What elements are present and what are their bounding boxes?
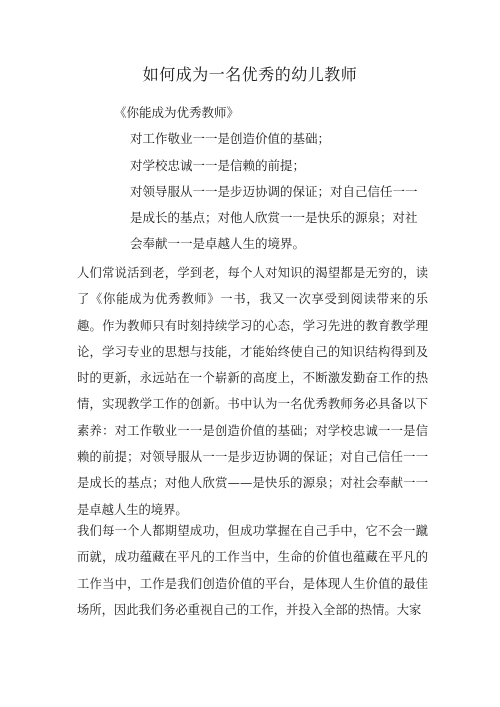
quote-line: 对领导服从一一是步迈协调的保证；对自己信任一一	[130, 183, 418, 199]
quote-line: 是成长的基点；对他人欣赏一一是快乐的源泉；对社	[130, 210, 418, 226]
quote-line: 对学校忠诚一一是信赖的前提；	[130, 157, 306, 173]
book-title: 《你能成为优秀教师》	[114, 105, 240, 120]
body-paragraph: 我们每一个人都期望成功，但成功掌握在自己手中，它不会一蹴而就，成功蕴藏在平凡的工作当中，生命的价值也蕴藏在平凡的工作当中，工作是我们创造价值的平台，是体现人生价值的最佳场所，因此我们务必重视自己的工作，并投入全部的热情。大家	[77, 524, 428, 617]
body-paragraph: 人们常说活到老，学到老，每个人对知识的渴望都是无穷的，读了《你能成为优秀教师》一书，我又一次享受到阅读带来的乐趣。作为教师只有时刻持续学习的心态，学习先进的教育教学理论，学习专业的思想与技能，才能始终使自己的知识结构得到及时的更新，永远站在一个崭新的高度上，不断激发勤奋工作的热情，实现教学工作的创新。书中认为一名优秀教师务必具备以下素养：对工作敬业一一是创造价值的基础；对学校忠诚一一是信赖的前提；对领导服从一一是步迈协调的保证；对自己信任一一是成长的基点；对他人欣赏——是快乐的源泉；对社会奉献一一是卓越人生的境界。	[77, 266, 428, 517]
quote-line: 对工作敬业一一是创造价值的基础；	[130, 131, 331, 147]
document-title: 如何成为一名优秀的幼儿教师	[142, 65, 358, 84]
quote-block	[114, 100, 418, 258]
quote-line: 会奉献一一是卓越人生的境界。	[130, 236, 306, 252]
